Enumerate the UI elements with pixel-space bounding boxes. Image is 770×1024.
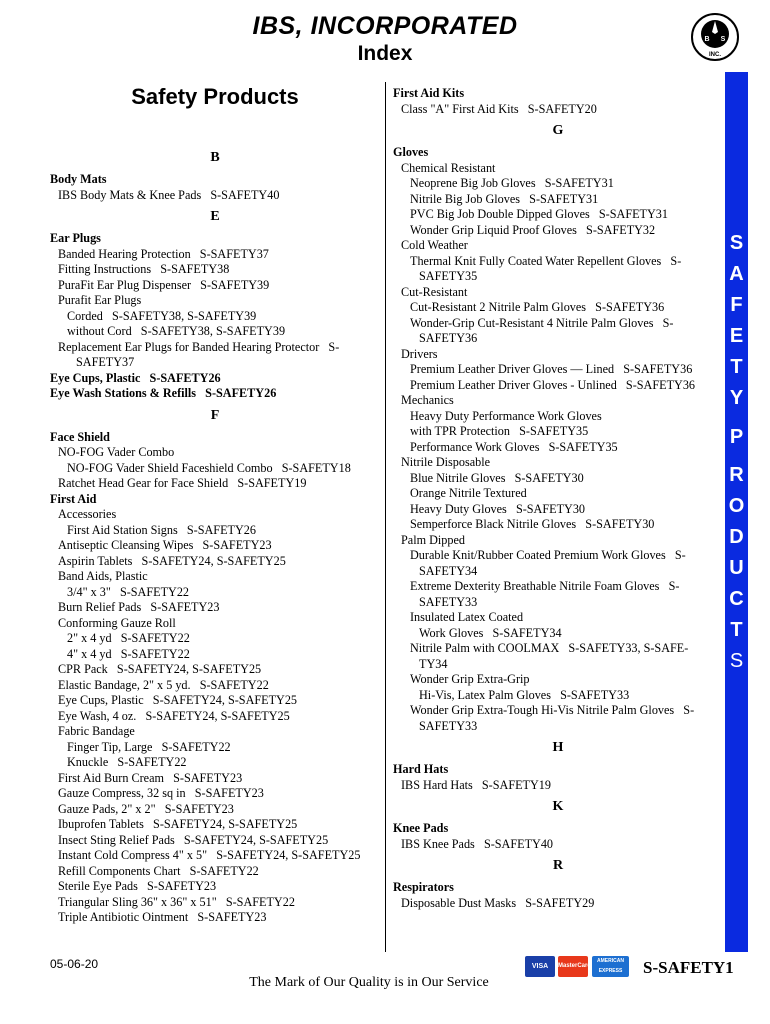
side-letter: U	[729, 557, 744, 579]
index-entry: IBS Knee Pads S-SAFETY40	[401, 836, 554, 851]
side-letter: T	[730, 619, 743, 641]
index-entry: Class "A" First Aid Kits S-SAFETY20	[401, 101, 597, 116]
index-heading: Index	[357, 42, 413, 65]
index-category: Gloves	[393, 145, 429, 159]
index-entry: PuraFit Ear Plug Dispenser S-SAFETY39	[58, 277, 270, 292]
page-code: S-SAFETY1	[643, 958, 734, 977]
index-category: Face Shield	[50, 429, 110, 444]
index-category: Eye Wash Stations & Refills S-SAFETY26	[50, 386, 277, 400]
amex-card-icon: AMERICAN EXPRESS	[592, 956, 629, 977]
index-entry: Blue Nitrile Gloves S-SAFETY30	[410, 470, 584, 485]
index-entry: Instant Cold Compress 4" x 5" S-SAFETY24, S-SAFETY25	[58, 848, 361, 862]
side-letter: F	[730, 294, 743, 316]
side-letter: R	[729, 464, 744, 486]
index-category: Respirators	[393, 880, 454, 894]
section-letter: E	[210, 209, 220, 224]
section-letter: F	[210, 407, 220, 423]
side-letter: S	[729, 232, 744, 254]
index-entry: Nitrile Disposable	[401, 455, 491, 469]
footer-date: 05-06-20	[50, 957, 99, 971]
index-entry: Disposable Dust Masks S-SAFETY29	[401, 895, 595, 910]
index-entry: Eye Cups, Plastic S-SAFETY24, S-SAFETY25	[58, 693, 298, 707]
logo-letter-i: I	[714, 26, 716, 33]
index-entry: Gauze Pads, 2" x 2" S-SAFETY23	[58, 801, 234, 816]
index-entry: Antiseptic Cleansing Wipes S-SAFETY23	[58, 538, 272, 552]
index-entry: Finger Tip, Large S-SAFETY22	[67, 739, 231, 754]
section-letter: K	[552, 799, 564, 814]
index-entry: TY34	[419, 656, 448, 671]
index-entry: SAFETY37	[76, 355, 135, 369]
index-entry: Replacement Ear Plugs for Banded Hearing Protector S-	[58, 339, 340, 354]
side-letter: T	[730, 356, 743, 378]
index-entry: Heavy Duty Performance Work Gloves	[410, 408, 602, 423]
index-entry: Semperforce Black Nitrile Gloves S-SAFETY30	[410, 517, 655, 531]
index-entry: NO-FOG Vader Shield Faceshield Combo S-SAFETY18	[67, 460, 351, 475]
index-category: Body Mats	[50, 172, 107, 186]
index-entry: Fabric Bandage	[58, 724, 135, 738]
index-entry: IBS Hard Hats S-SAFETY19	[401, 777, 551, 792]
index-entry: Gauze Compress, 32 sq in S-SAFETY23	[58, 786, 264, 800]
index-entry: Conforming Gauze Roll	[58, 615, 176, 630]
index-entry: Neoprene Big Job Gloves S-SAFETY31	[410, 176, 614, 190]
index-entry: SAFETY33	[419, 594, 478, 609]
index-entry: Knuckle S-SAFETY22	[67, 755, 187, 769]
index-entry: Corded S-SAFETY38, S-SAFETY39	[67, 308, 257, 323]
index-entry: 4" x 4 yd S-SAFETY22	[67, 646, 190, 661]
index-entry: SAFETY33	[419, 718, 478, 733]
side-letter: E	[729, 325, 744, 347]
index-entry: Performance Work Gloves S-SAFETY35	[410, 439, 618, 454]
index-category: Ear Plugs	[50, 231, 101, 245]
index-entry: Palm Dipped	[401, 532, 465, 547]
index-entry: Durable Knit/Rubber Coated Premium Work Gloves S-	[410, 548, 686, 562]
logo-letter-s: S	[720, 36, 726, 43]
logo-inc: INC.	[709, 52, 721, 58]
index-entry: Banded Hearing Protection S-SAFETY37	[58, 246, 269, 261]
index-entry: Heavy Duty Gloves S-SAFETY30	[410, 501, 586, 516]
index-entry: without Cord S-SAFETY38, S-SAFETY39	[67, 324, 286, 338]
index-entry: Thermal Knit Fully Coated Water Repellent Gloves S-	[410, 253, 682, 268]
index-entry: Mechanics	[401, 393, 454, 407]
index-entry: 2" x 4 yd S-SAFETY22	[67, 631, 190, 645]
index-entry: Wonder Grip Extra-Grip	[410, 672, 530, 686]
index-entry: Cut-Resistant	[401, 284, 468, 299]
side-letter: A	[729, 263, 744, 285]
right-index-column	[393, 86, 723, 911]
section-letter: H	[552, 740, 564, 755]
index-entry: SAFETY36	[419, 331, 478, 345]
index-entry: 3/4" x 3" S-SAFETY22	[67, 584, 190, 599]
index-entry: IBS Body Mats & Knee Pads S-SAFETY40	[58, 187, 280, 202]
index-entry: Wonder Grip Liquid Proof Gloves S-SAFETY32	[410, 222, 656, 237]
mastercard-card-icon: MasterCard	[558, 956, 588, 977]
index-entry: Work Gloves S-SAFETY34	[419, 625, 562, 640]
index-entry: Ratchet Head Gear for Face Shield S-SAFETY19	[58, 476, 307, 490]
section-letter: G	[552, 123, 564, 138]
side-letter: C	[729, 588, 744, 610]
index-entry: First Aid Burn Cream S-SAFETY23	[58, 770, 243, 785]
index-category: Hard Hats	[393, 762, 449, 776]
index-entry: with TPR Protection S-SAFETY35	[410, 424, 589, 438]
index-entry: Chemical Resistant	[401, 160, 496, 175]
logo-letter-b: B	[704, 36, 710, 43]
side-letter: S	[729, 650, 744, 672]
index-entry: Aspirin Tablets S-SAFETY24, S-SAFETY25	[58, 553, 286, 568]
index-entry: Insulated Latex Coated	[410, 610, 524, 624]
side-letter: P	[729, 426, 744, 448]
index-entry: First Aid Station Signs S-SAFETY26	[67, 522, 256, 537]
side-vertical-label	[725, 228, 748, 677]
index-entry: Sterile Eye Pads S-SAFETY23	[58, 879, 217, 893]
column-divider	[385, 82, 386, 952]
index-entry: Cold Weather	[401, 238, 468, 252]
index-entry: NO-FOG Vader Combo	[58, 445, 175, 459]
index-entry: Triple Antibiotic Ointment S-SAFETY23	[58, 910, 267, 924]
company-name: IBS, INCORPORATED	[252, 12, 518, 40]
index-entry: Drivers	[401, 346, 438, 361]
index-entry: Extreme Dexterity Breathable Nitrile Foam Gloves S-	[410, 579, 680, 593]
index-entry: Elastic Bandage, 2" x 5 yd. S-SAFETY22	[58, 677, 269, 692]
section-letter: B	[210, 150, 220, 165]
index-entry: Nitrile Palm with COOLMAX S-SAFETY33, S-SAFE-	[410, 641, 689, 655]
index-category: First Aid Kits	[393, 86, 465, 100]
index-entry: Nitrile Big Job Gloves S-SAFETY31	[410, 191, 599, 206]
visa-card-icon: VISA	[525, 956, 555, 977]
left-index-column	[50, 144, 380, 926]
index-entry: Orange Nitrile Textured	[410, 486, 527, 500]
index-category: Knee Pads	[393, 821, 449, 835]
index-entry: CPR Pack S-SAFETY24, S-SAFETY25	[58, 662, 262, 676]
side-letter: O	[728, 495, 745, 517]
index-entry: Triangular Sling 36" x 36" x 51" S-SAFETY22	[58, 894, 295, 909]
section-letter: R	[552, 858, 564, 873]
index-category: Eye Cups, Plastic S-SAFETY26	[50, 370, 221, 385]
index-entry: PVC Big Job Double Dipped Gloves S-SAFETY31	[410, 207, 668, 221]
index-entry: Refill Components Chart S-SAFETY22	[58, 863, 259, 878]
index-entry: Band Aids, Plastic	[58, 569, 148, 583]
side-letter: D	[729, 526, 744, 548]
index-category: First Aid	[50, 491, 97, 506]
footer-motto: The Mark of Our Quality is in Our Service	[249, 975, 489, 990]
index-entry: Burn Relief Pads S-SAFETY23	[58, 600, 220, 614]
index-entry: SAFETY35	[419, 269, 478, 283]
index-entry: Insect Sting Relief Pads S-SAFETY24, S-SAFETY25	[58, 832, 329, 847]
index-entry: Cut-Resistant 2 Nitrile Palm Gloves S-SAFETY36	[410, 300, 665, 314]
index-entry: Wonder-Grip Cut-Resistant 4 Nitrile Palm Gloves S-	[410, 315, 674, 330]
index-entry: Wonder Grip Extra-Tough Hi-Vis Nitrile Palm Gloves S-	[410, 703, 695, 717]
ibs-logo-icon	[690, 12, 740, 62]
index-entry: Accessories	[58, 507, 117, 521]
index-entry: Fitting Instructions S-SAFETY38	[58, 262, 230, 276]
index-entry: Premium Leather Driver Gloves - Unlined S-SAFETY36	[410, 377, 696, 392]
index-entry: Premium Leather Driver Gloves — Lined S-SAFETY36	[410, 362, 693, 376]
index-entry: Ibuprofen Tablets S-SAFETY24, S-SAFETY25	[58, 817, 298, 831]
index-entry: Eye Wash, 4 oz. S-SAFETY24, S-SAFETY25	[58, 708, 290, 723]
index-entry: Hi-Vis, Latex Palm Gloves S-SAFETY33	[419, 687, 630, 702]
page-title: Safety Products	[131, 84, 299, 109]
side-letter: Y	[729, 387, 744, 409]
index-entry: Purafit Ear Plugs	[58, 293, 142, 307]
index-entry: SAFETY34	[419, 563, 478, 578]
